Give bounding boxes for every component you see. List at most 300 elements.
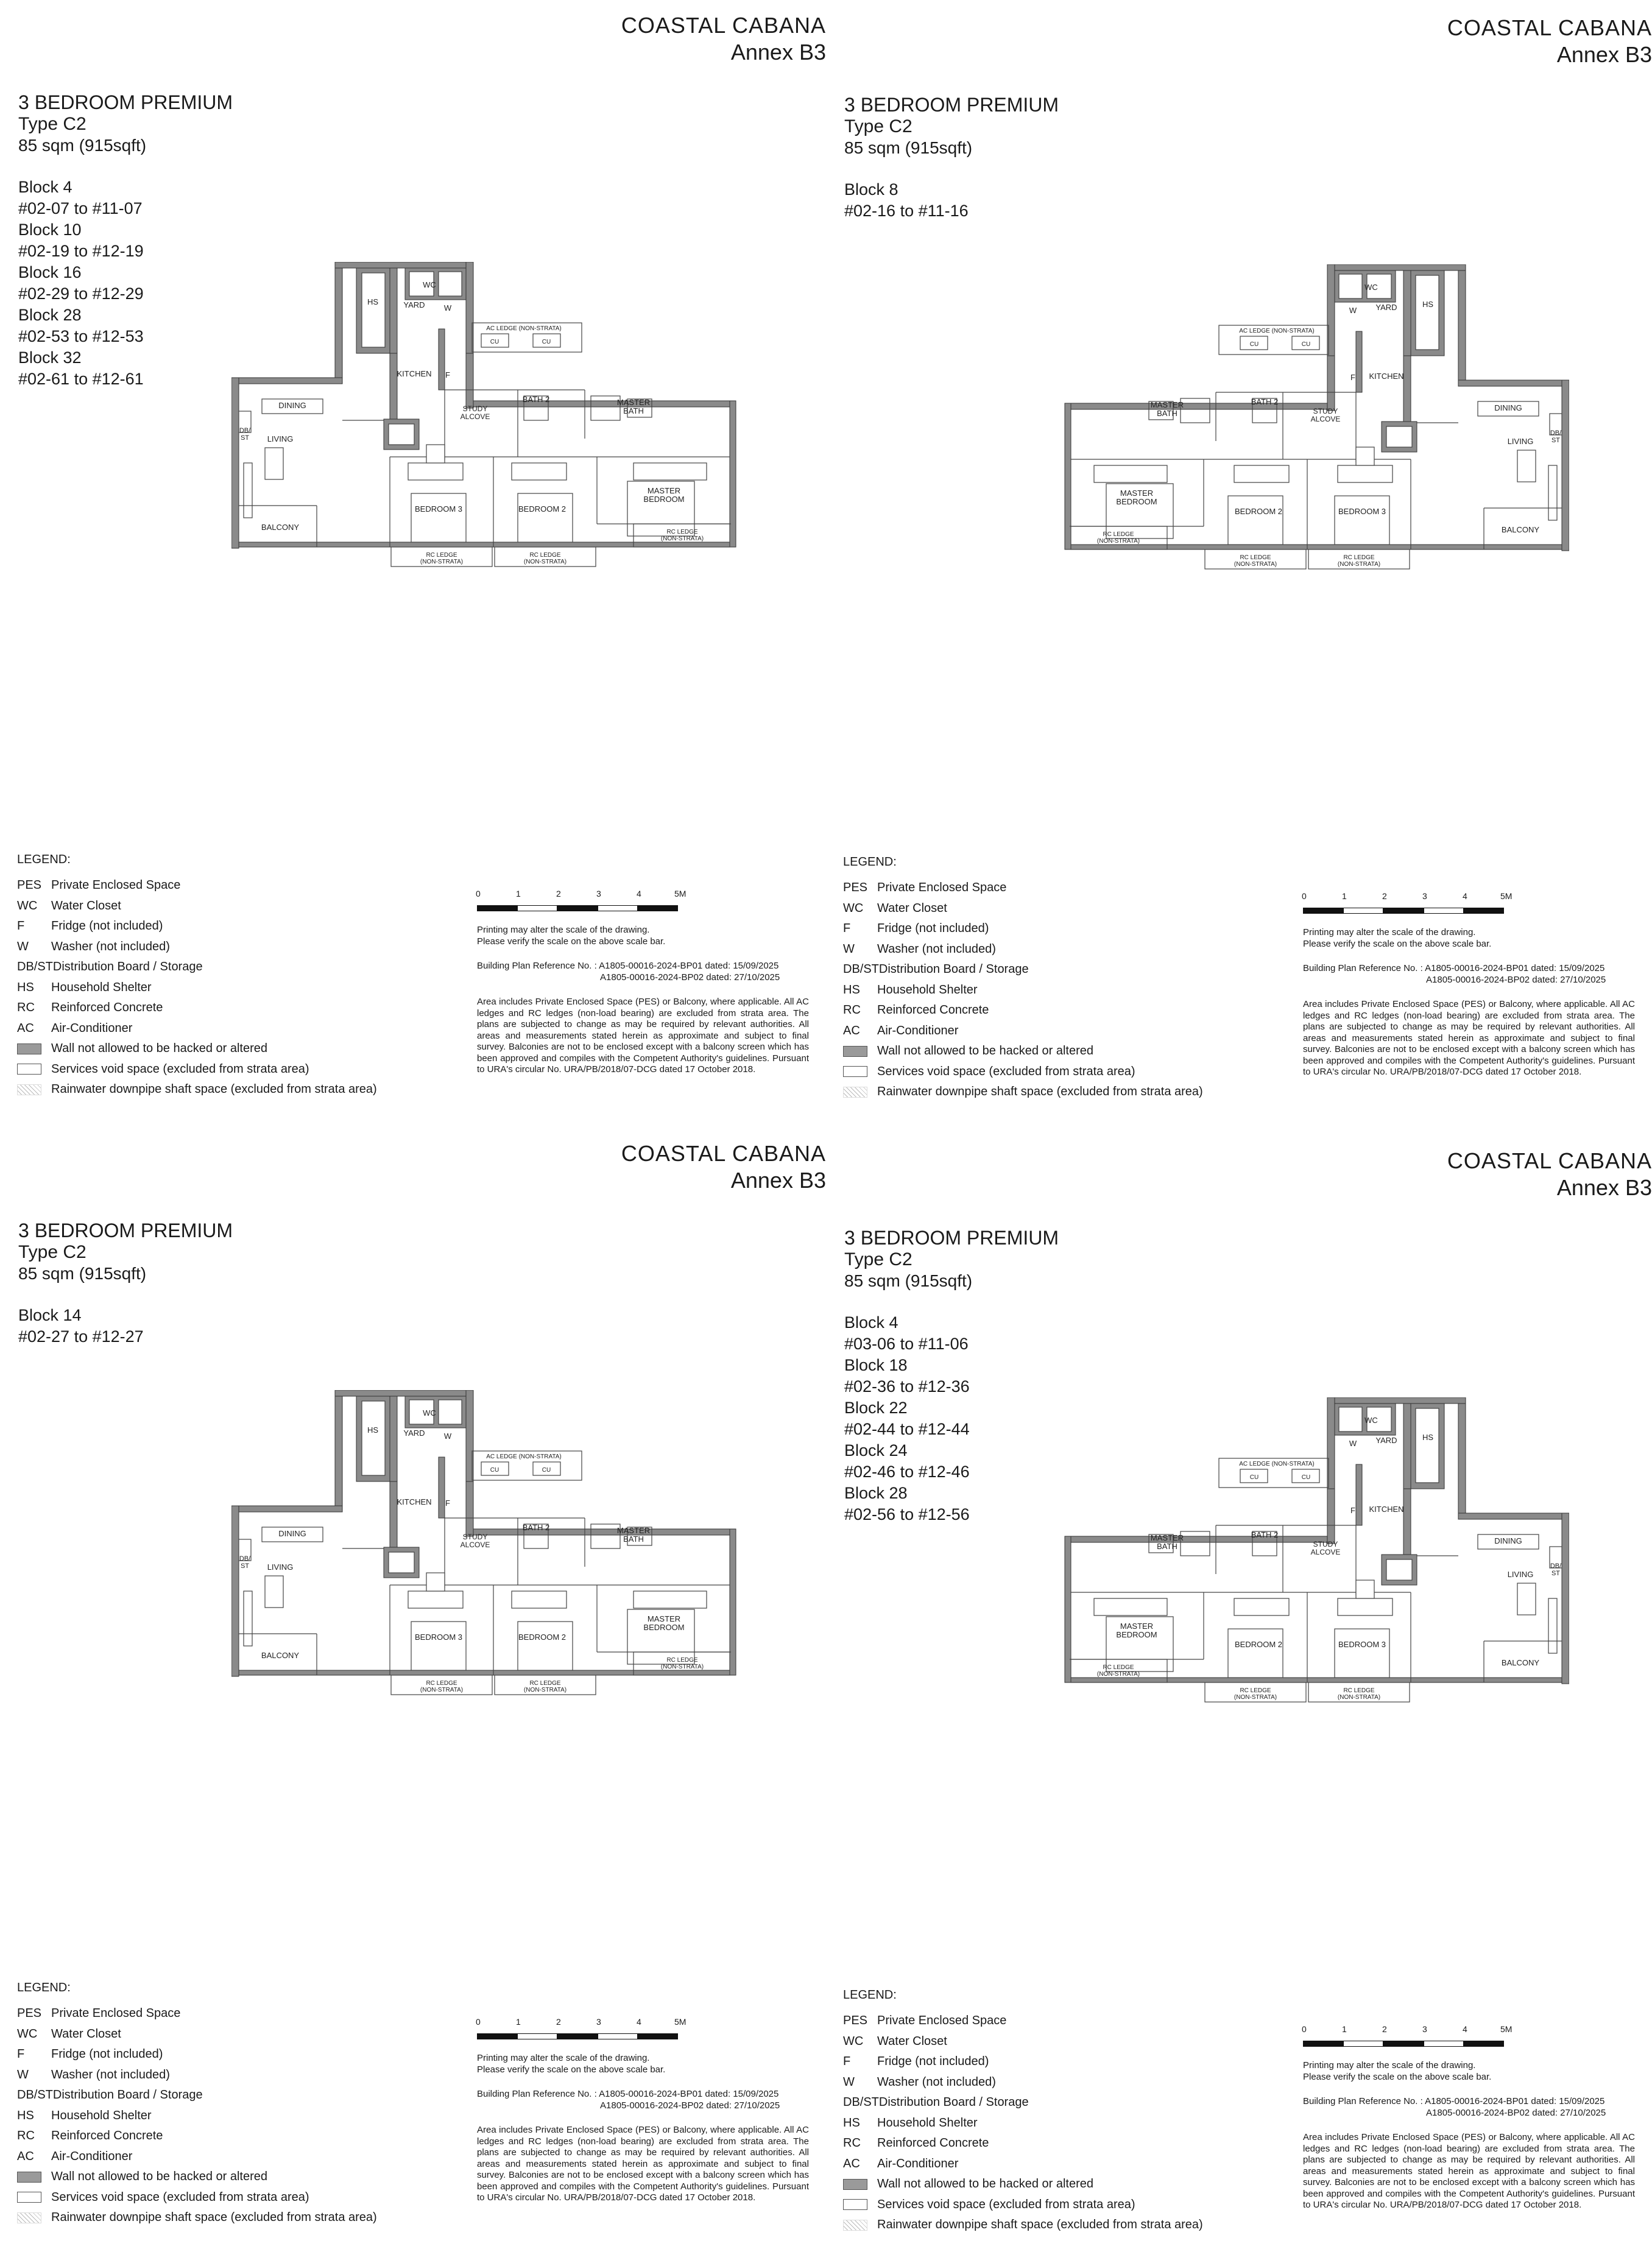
- wall-hs-left: [1458, 1397, 1466, 1519]
- bed: [1335, 1629, 1389, 1678]
- label-ac-ledge: AC LEDGE (NON-STRATA): [486, 1453, 562, 1460]
- legend-swatch-item: [843, 1082, 1203, 1103]
- label-living: LIVING: [267, 1562, 294, 1572]
- wall-left: [231, 1506, 239, 1676]
- wall: [439, 1457, 445, 1518]
- legend-code: WC: [17, 2027, 38, 2041]
- scale-label: 4: [637, 889, 641, 898]
- label-dining: DINING: [1494, 403, 1522, 412]
- scale-segment: [1303, 908, 1343, 914]
- services-void: [439, 272, 462, 296]
- tv-console: [265, 1576, 283, 1608]
- scale-segment: [557, 905, 598, 911]
- scale-label: 2: [1382, 891, 1387, 901]
- wall: [1403, 1489, 1411, 1556]
- legend-title: LEGEND:: [17, 1981, 71, 1994]
- legend-item: [17, 896, 377, 917]
- plan-reference: Building Plan Reference No. : A1805-00016-2024-BP01 dated: 15/09/2025 A1805-00016-2024-BP02 dated: 27/10/2025: [1303, 2096, 1606, 2118]
- label-cu: CU: [1301, 341, 1311, 348]
- wall-top-bedrooms: [1065, 403, 1327, 409]
- legend-code: PES: [17, 2007, 42, 2021]
- legend-item: [843, 2154, 1203, 2175]
- legend-item: [843, 2011, 1203, 2032]
- label-ac-ledge: AC LEDGE (NON-STRATA): [486, 325, 562, 332]
- legend-item: [17, 916, 377, 937]
- household-shelter: [1416, 275, 1439, 350]
- wall: [466, 353, 473, 408]
- bed: [1228, 496, 1283, 545]
- label-rc-ledge: RC LEDGE (NON-STRATA): [1096, 1664, 1140, 1678]
- legend-item: [17, 2126, 377, 2147]
- scale-label: 0: [1302, 2024, 1307, 2034]
- legend-code: AC: [843, 2156, 860, 2170]
- legend-swatch-item: [843, 2195, 1203, 2215]
- scale-bar-segments: [1303, 908, 1504, 913]
- label-master-bedroom: MASTER BEDROOM: [643, 1614, 685, 1632]
- wall: [439, 329, 445, 390]
- floor-plan: [1057, 264, 1569, 703]
- scale-label: 0: [476, 2017, 481, 2027]
- wardrobe: [1338, 1598, 1393, 1615]
- legend-item: [843, 1021, 1203, 1042]
- notes: [1303, 2024, 1635, 2225]
- label-w: W: [443, 1432, 452, 1441]
- legend-item: [17, 957, 377, 978]
- legend-text: Air-Conditioner: [877, 1023, 959, 1037]
- wall-top-bedrooms: [1065, 1536, 1327, 1542]
- legend-swatch-item: [17, 2208, 377, 2228]
- scale-segment: [1343, 2041, 1383, 2047]
- scale-label: 2: [556, 889, 561, 898]
- plan-reference: Building Plan Reference No. : A1805-00016-2024-BP01 dated: 15/09/2025 A1805-00016-2024-BP02 dated: 27/10/2025: [1303, 963, 1606, 985]
- label-living: LIVING: [267, 434, 294, 443]
- unit-list: [844, 179, 1059, 222]
- legend-item: [17, 2004, 377, 2024]
- label-bath-2: BATH 2: [522, 395, 550, 404]
- label-ac-ledge: AC LEDGE (NON-STRATA): [1239, 1461, 1315, 1467]
- legend-item: [17, 875, 377, 896]
- legend-text: Rainwater downpipe shaft space (excluded from strata area): [877, 2218, 1203, 2232]
- label-bedroom-3: BEDROOM 3: [414, 504, 463, 514]
- label-bedroom-2: BEDROOM 2: [518, 504, 567, 514]
- legend-code: WC: [843, 2034, 864, 2048]
- legend-swatch-item: [17, 1039, 377, 1059]
- legend-swatch: [17, 2212, 41, 2223]
- project-name: COASTAL CABANA: [621, 1141, 826, 1166]
- disclaimer: Area includes Private Enclosed Space (PES) or Balcony, where applicable. All AC ledges and RC ledges (non-load bearing) are excluded from strata area. The plans are subjected to change as may be required by relevant authorities. All areas and measurements stated herein as approximate and subject to final survey. Balconies are not to be enclosed except with a balcony screen which has been approved and compiles with the Competent Authority's guidelines. Pursuant to URA's circular No. URA/PB/2018/07-DCG dated 17 October 2018.: [477, 2125, 809, 2203]
- services-void: [439, 1400, 462, 1424]
- unit-entry: #03-06 to #11-06: [844, 1335, 969, 1353]
- label-rc-ledge: RC LEDGE (NON-STRATA): [1234, 554, 1277, 568]
- legend-text: Rainwater downpipe shaft space (excluded from strata area): [51, 1082, 377, 1096]
- annex-label: Annex B3: [1556, 42, 1652, 67]
- project-name: COASTAL CABANA: [621, 13, 826, 38]
- legend-text: Fridge (not included): [51, 2047, 163, 2061]
- legend-text: Household Shelter: [877, 983, 978, 997]
- scale-segment: [1343, 908, 1383, 914]
- label-kitchen: KITCHEN: [1369, 372, 1404, 381]
- study-desk: [1356, 447, 1374, 465]
- legend-item: [17, 1019, 377, 1039]
- legend-text: Services void space (excluded from strata area): [51, 2190, 309, 2204]
- label-rc-ledge: RC LEDGE (NON-STRATA): [660, 1657, 704, 1670]
- title-block: [1447, 1148, 1652, 1201]
- label-master-bath: MASTER BATH: [1150, 400, 1184, 418]
- legend-code: WC: [17, 898, 38, 913]
- scale-label: 5M: [674, 2017, 687, 2027]
- label-bedroom-3: BEDROOM 3: [1338, 1640, 1386, 1649]
- legend-text: Water Closet: [877, 901, 947, 915]
- legend-text: Private Enclosed Space: [51, 878, 181, 892]
- legend-swatch-item: [843, 2174, 1203, 2195]
- label-wc: WC: [423, 280, 436, 289]
- legend-swatch: [843, 2179, 867, 2190]
- label-living: LIVING: [1507, 1570, 1534, 1579]
- unit-entry: Block 4: [844, 1313, 898, 1332]
- unit-entry: Block 14: [18, 1306, 82, 1324]
- unit-type: 3 BEDROOM PREMIUM: [18, 1220, 233, 1241]
- legend-text: Washer (not included): [51, 939, 170, 953]
- legend-code: W: [17, 2067, 29, 2081]
- unit-type: 3 BEDROOM PREMIUM: [18, 91, 233, 113]
- wall-left: [231, 378, 239, 548]
- legend-code: F: [843, 922, 851, 936]
- notes: [1303, 891, 1635, 1092]
- legend-text: Reinforced Concrete: [877, 2136, 989, 2150]
- floor-plan: [231, 262, 743, 701]
- label-cu: CU: [1249, 1474, 1259, 1481]
- legend-text: Reinforced Concrete: [51, 2129, 163, 2143]
- unit-entry: Block 28: [18, 306, 82, 324]
- label-rc-ledge: RC LEDGE (NON-STRATA): [1337, 554, 1381, 568]
- wall: [390, 1396, 397, 1481]
- legend-swatch-item: [17, 1079, 377, 1100]
- label-f: F: [445, 370, 450, 380]
- wardrobe: [1234, 465, 1289, 482]
- scale-label: 1: [1342, 891, 1347, 901]
- legend-item: [17, 2106, 377, 2127]
- unit-entry: Block 32: [18, 348, 82, 367]
- label-master-bedroom: MASTER BEDROOM: [643, 486, 685, 504]
- label-balcony: BALCONY: [1501, 1658, 1540, 1667]
- title-block: [621, 12, 826, 66]
- bath-fixture: [591, 396, 620, 420]
- legend-code: HS: [843, 2116, 860, 2130]
- wardrobe: [512, 463, 567, 480]
- label-study-alcove: STUDY ALCOVE: [460, 404, 490, 421]
- bed: [518, 493, 573, 542]
- unit-entry: Block 24: [844, 1441, 908, 1460]
- study-desk: [426, 445, 445, 463]
- floor-plan-drawing: [231, 262, 743, 701]
- label-kitchen: KITCHEN: [397, 1497, 432, 1506]
- wall: [1403, 356, 1411, 423]
- unit-entry: Block 22: [844, 1399, 908, 1417]
- sofa: [244, 463, 252, 518]
- legend-swatch-item: [17, 2167, 377, 2187]
- legend-swatch: [843, 2220, 867, 2231]
- label-w: W: [443, 303, 452, 312]
- legend-code: W: [843, 2075, 855, 2089]
- legend-item: [17, 998, 377, 1019]
- legend-text: Washer (not included): [51, 2067, 170, 2081]
- scale-bar: [1303, 891, 1635, 927]
- wall-bottom-line: [1071, 1678, 1562, 1682]
- unit-list: [844, 1312, 1059, 1525]
- label-dining: DINING: [278, 401, 306, 410]
- sink: [389, 1552, 414, 1573]
- legend-swatch-item: [843, 2215, 1203, 2236]
- project-name: COASTAL CABANA: [1447, 15, 1652, 40]
- legend-title: LEGEND:: [843, 1988, 897, 2002]
- unit-entry: #02-16 to #11-16: [844, 202, 969, 220]
- legend-code: RC: [17, 2129, 35, 2143]
- scale-segment: [517, 905, 557, 911]
- services-void: [1339, 274, 1362, 298]
- label-bedroom-2: BEDROOM 2: [1234, 507, 1283, 516]
- annex-label: Annex B3: [730, 1168, 826, 1193]
- legend-swatch-item: [17, 2187, 377, 2208]
- unit-entry: #02-07 to #11-07: [18, 199, 143, 217]
- scale-bar-segments: [1303, 2041, 1504, 2046]
- wardrobe: [1094, 1598, 1167, 1615]
- scale-bar: [1303, 2024, 1635, 2060]
- bed: [411, 493, 466, 542]
- legend-item: [843, 1000, 1203, 1021]
- label-bath-2: BATH 2: [1251, 1530, 1279, 1539]
- label-f: F: [1350, 373, 1355, 382]
- label-rc-ledge: RC LEDGE (NON-STRATA): [1337, 1687, 1381, 1701]
- legend-swatch: [843, 1066, 867, 1077]
- label-rc-ledge: RC LEDGE (NON-STRATA): [523, 552, 567, 565]
- label-yard: YARD: [1375, 303, 1397, 312]
- unit-area: 85 sqm (915sqft): [18, 1264, 147, 1283]
- wall-hs-left: [335, 262, 342, 384]
- wall-top-service: [1329, 1397, 1466, 1403]
- title-block: [1447, 15, 1652, 68]
- wardrobe: [634, 463, 707, 480]
- legend: [17, 1981, 377, 2228]
- services-void: [1339, 1407, 1362, 1432]
- label-study-alcove: STUDY ALCOVE: [1310, 1540, 1341, 1556]
- unit-info: [18, 91, 233, 390]
- legend-text: Water Closet: [51, 898, 121, 913]
- label-hs: HS: [367, 297, 379, 306]
- legend-swatch: [843, 2199, 867, 2210]
- floorplan-sheet: [0, 1128, 826, 2256]
- label-cu: CU: [542, 339, 551, 345]
- label-cu: CU: [1249, 341, 1259, 348]
- legend-swatch-item: [843, 1041, 1203, 1062]
- scale-segment: [1383, 908, 1424, 914]
- scale-segment: [557, 2033, 598, 2039]
- unit-entry: #02-61 to #12-61: [18, 370, 144, 388]
- floorplan-sheet: [826, 1135, 1652, 2263]
- legend-code: F: [843, 2055, 851, 2069]
- legend-text: Washer (not included): [877, 2075, 996, 2089]
- label-rc-ledge: RC LEDGE (NON-STRATA): [420, 1680, 464, 1693]
- scale-label: 0: [476, 889, 481, 898]
- scale-bar: [477, 888, 809, 925]
- type-code: Type C2: [844, 1249, 912, 1269]
- legend-swatch: [17, 1084, 41, 1095]
- legend-code: AC: [17, 2149, 34, 2163]
- legend-text: Private Enclosed Space: [51, 2007, 181, 2021]
- legend-item: [843, 2113, 1203, 2134]
- legend-item: [843, 2072, 1203, 2093]
- legend-code: W: [17, 939, 29, 953]
- tv-console: [265, 448, 283, 479]
- sink: [389, 424, 414, 445]
- legend-code: PES: [17, 878, 42, 892]
- legend-text: Rainwater downpipe shaft space (excluded from strata area): [51, 2211, 377, 2225]
- label-wc: WC: [1364, 283, 1378, 292]
- unit-entry: #02-27 to #12-27: [18, 1327, 144, 1346]
- label-hs: HS: [367, 1425, 379, 1435]
- scale-label: 5M: [674, 889, 687, 898]
- scale-label: 3: [596, 2017, 601, 2027]
- label-balcony: BALCONY: [261, 523, 300, 532]
- label-balcony: BALCONY: [261, 1651, 300, 1660]
- type-code: Type C2: [844, 116, 912, 136]
- wall: [1403, 1403, 1411, 1489]
- wall-right: [1065, 403, 1071, 549]
- type-code: Type C2: [18, 1242, 86, 1262]
- scale-segment: [638, 905, 678, 911]
- plan-reference: Building Plan Reference No. : A1805-00016-2024-BP01 dated: 15/09/2025 A1805-00016-2024-BP02 dated: 27/10/2025: [477, 2089, 780, 2111]
- unit-entry: #02-56 to #12-56: [844, 1505, 970, 1523]
- wall-top-bedrooms: [473, 401, 735, 407]
- notes: [477, 2016, 809, 2217]
- scale-bar: [477, 2016, 809, 2053]
- wall-right: [730, 1529, 736, 1675]
- scale-label: 4: [637, 2017, 641, 2027]
- disclaimer: Area includes Private Enclosed Space (PES) or Balcony, where applicable. All AC ledges and RC ledges (non-load bearing) are excluded from strata area. The plans are subjected to change as may be required by relevant authorities. All areas and measurements stated herein as approximate and subject to final survey. Balconies are not to be enclosed except with a balcony screen which has been approved and compiles with the Competent Authority's guidelines. Pursuant to URA's circular No. URA/PB/2018/07-DCG dated 17 October 2018.: [1303, 999, 1635, 1077]
- wall: [1327, 1489, 1335, 1544]
- legend-swatch-item: [17, 1059, 377, 1080]
- wardrobe: [1094, 465, 1167, 482]
- legend-code: DB/ST: [843, 2095, 879, 2109]
- legend-code: F: [17, 2047, 25, 2061]
- label-master-bath: MASTER BATH: [616, 398, 651, 415]
- wall-bottom-line: [239, 1670, 730, 1675]
- unit-type: 3 BEDROOM PREMIUM: [844, 1227, 1059, 1249]
- household-shelter: [362, 273, 385, 347]
- unit-info: [18, 1220, 233, 1347]
- tv-console: [1517, 1583, 1536, 1615]
- scale-label: 3: [1422, 891, 1427, 901]
- bed: [411, 1622, 466, 1670]
- scale-label: 5M: [1500, 891, 1513, 901]
- label-cu: CU: [542, 1467, 551, 1474]
- legend-item: [843, 980, 1203, 1001]
- legend-text: Services void space (excluded from strata area): [51, 1062, 309, 1076]
- label-dbst: DB/ ST: [1550, 1562, 1562, 1577]
- scale-segment: [477, 905, 517, 911]
- legend-swatch: [17, 1064, 41, 1075]
- unit-entry: Block 8: [844, 180, 898, 199]
- wardrobe: [512, 1591, 567, 1608]
- disclaimer: Area includes Private Enclosed Space (PES) or Balcony, where applicable. All AC ledges and RC ledges (non-load bearing) are excluded from strata area. The plans are subjected to change as may be required by relevant authorities. All areas and measurements stated herein as approximate and subject to final survey. Balconies are not to be enclosed except with a balcony screen which has been approved and compiles with the Competent Authority's guidelines. Pursuant to URA's circular No. URA/PB/2018/07-DCG dated 17 October 2018.: [477, 997, 809, 1075]
- tv-console: [1517, 450, 1536, 482]
- sink: [1386, 1559, 1412, 1580]
- scale-label: 1: [1342, 2024, 1347, 2034]
- legend-code: HS: [843, 983, 860, 997]
- sofa: [1548, 1598, 1557, 1653]
- annex-label: Annex B3: [1556, 1175, 1652, 1200]
- legend-item: [17, 2065, 377, 2086]
- unit-entry: Block 16: [18, 263, 82, 281]
- floor-plan: [1057, 1397, 1569, 1836]
- study-desk: [426, 1573, 445, 1591]
- legend-text: Washer (not included): [877, 942, 996, 956]
- legend-code: DB/ST: [843, 962, 879, 976]
- label-bedroom-3: BEDROOM 3: [414, 1633, 463, 1642]
- legend-code: DB/ST: [17, 2088, 53, 2102]
- legend-item: [843, 2032, 1203, 2052]
- label-master-bedroom: MASTER BEDROOM: [1116, 489, 1157, 506]
- floor-plan: [231, 1390, 743, 1829]
- wall: [1327, 356, 1335, 411]
- label-master-bedroom: MASTER BEDROOM: [1116, 1622, 1157, 1639]
- sofa: [1548, 465, 1557, 520]
- floor-plan-drawing: [1057, 264, 1569, 703]
- unit-entry: #02-19 to #12-19: [18, 242, 144, 260]
- legend-text: Fridge (not included): [51, 919, 163, 933]
- legend-item: [843, 2133, 1203, 2154]
- bed: [1228, 1629, 1283, 1678]
- scale-segment: [1383, 2041, 1424, 2047]
- scale-bar-segments: [477, 905, 678, 910]
- legend-code: AC: [843, 1023, 860, 1037]
- legend-title: LEGEND:: [843, 855, 897, 869]
- label-rc-ledge: RC LEDGE (NON-STRATA): [1234, 1687, 1277, 1701]
- legend-item: [843, 939, 1203, 960]
- label-living: LIVING: [1507, 437, 1534, 446]
- label-master-bath: MASTER BATH: [1150, 1533, 1184, 1551]
- scale-segment: [517, 2033, 557, 2039]
- scale-label: 4: [1463, 2024, 1467, 2034]
- label-rc-ledge: RC LEDGE (NON-STRATA): [420, 552, 464, 565]
- wardrobe: [1234, 1598, 1289, 1615]
- wall-top-dining: [1458, 1513, 1569, 1519]
- household-shelter: [1416, 1408, 1439, 1483]
- label-dining: DINING: [1494, 1536, 1522, 1545]
- bath-fixture: [1181, 398, 1210, 423]
- unit-info: [844, 1227, 1059, 1525]
- legend-text: Air-Conditioner: [51, 1021, 133, 1035]
- wall-hs-left: [1458, 264, 1466, 386]
- legend-item: [17, 2147, 377, 2167]
- label-dining: DINING: [278, 1529, 306, 1538]
- legend-item: [17, 937, 377, 958]
- legend-item: [843, 2052, 1203, 2072]
- legend: [843, 855, 1203, 1103]
- label-rc-ledge: RC LEDGE (NON-STRATA): [523, 1680, 567, 1693]
- legend-text: Distribution Board / Storage: [52, 2088, 203, 2102]
- wall-top-dining: [231, 378, 342, 384]
- legend-swatch: [17, 2192, 41, 2203]
- scale-label: 3: [596, 889, 601, 898]
- wall-top-service: [335, 262, 472, 268]
- legend-text: Distribution Board / Storage: [878, 962, 1029, 976]
- bed: [1335, 496, 1389, 545]
- label-rc-ledge: RC LEDGE (NON-STRATA): [660, 529, 704, 542]
- label-study-alcove: STUDY ALCOVE: [1310, 407, 1341, 423]
- scale-segment: [1424, 2041, 1464, 2047]
- legend-text: Water Closet: [51, 2027, 121, 2041]
- legend-text: Air-Conditioner: [51, 2149, 133, 2163]
